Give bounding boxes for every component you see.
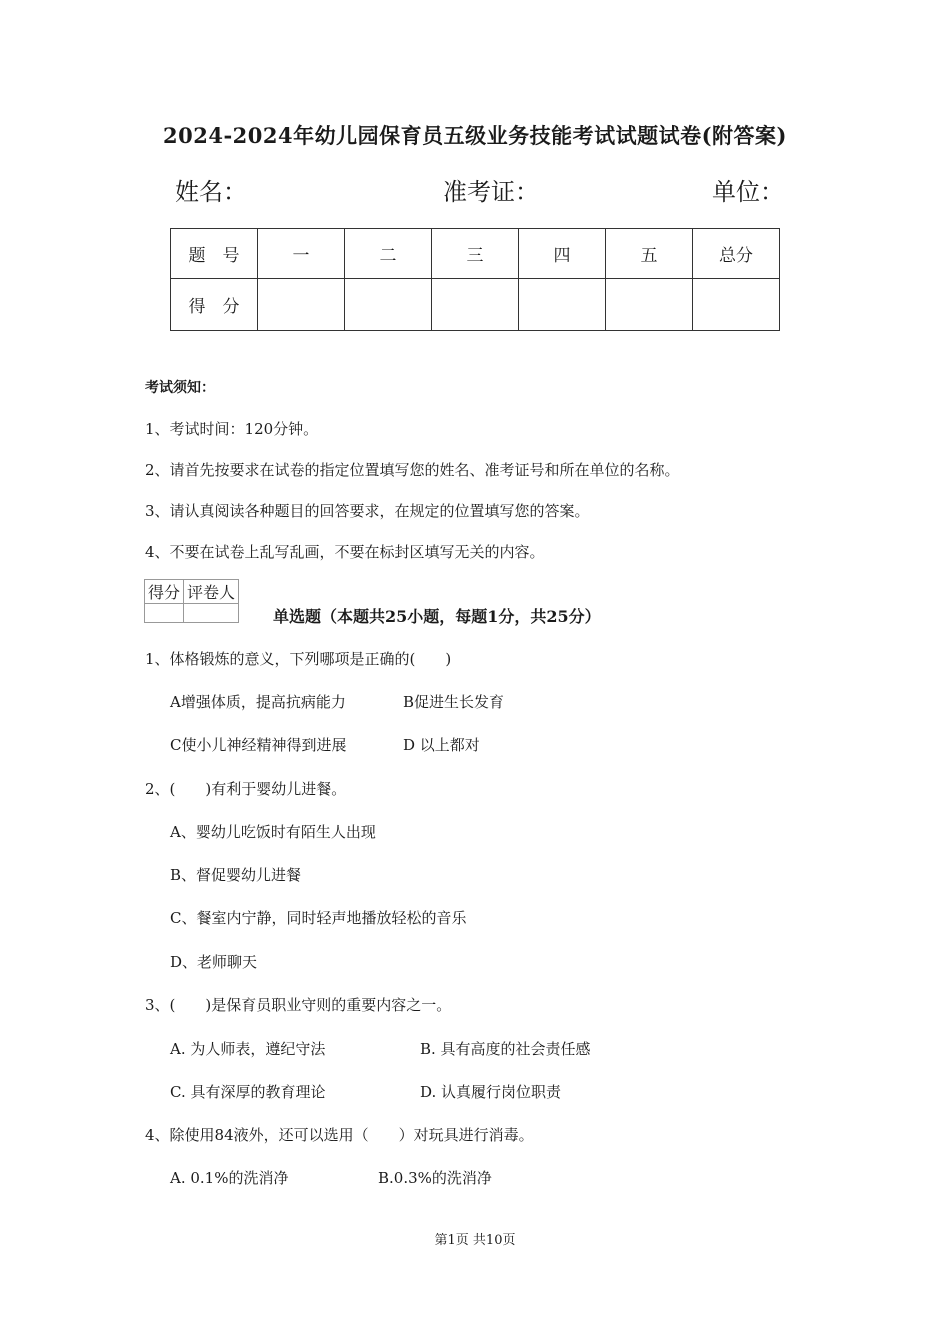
grader-score-cell[interactable] [145, 604, 184, 623]
score-table-header-cell: 一 [258, 229, 345, 279]
notice-item: 4、不要在试卷上乱写乱画，不要在标封区填写无关的内容。 [145, 543, 545, 561]
question-option: B促进生长发育 [403, 693, 505, 711]
score-table-header-cell: 四 [519, 229, 606, 279]
question-option: B. 具有高度的社会责任感 [420, 1040, 591, 1058]
question-option: C、餐室内宁静，同时轻声地播放轻松的音乐 [170, 909, 467, 927]
score-cell[interactable] [432, 279, 519, 331]
score-cell[interactable] [258, 279, 345, 331]
name-label: 姓名： [175, 178, 247, 206]
score-table-header-cell: 二 [345, 229, 432, 279]
score-table-header-row [171, 229, 780, 279]
question-option: D. 认真履行岗位职责 [420, 1083, 562, 1101]
question-option: B.0.3%的洗消净 [378, 1169, 492, 1187]
question-stem: 3、( )是保育员职业守则的重要内容之一。 [145, 996, 452, 1014]
grader-box [144, 579, 239, 623]
page-footer: 第1页 共10页 [434, 1233, 516, 1248]
score-cell[interactable] [606, 279, 693, 331]
question-option: C使小儿神经精神得到进展 [170, 736, 347, 754]
grader-reviewer-label: 评卷人 [184, 580, 239, 604]
page-title: 2024-2024年幼儿园保育员五级业务技能考试试题试卷(附答案) [163, 123, 787, 148]
score-cell[interactable] [693, 279, 780, 331]
question-option: A、婴幼儿吃饭时有陌生人出现 [170, 823, 376, 841]
score-table [170, 228, 780, 331]
score-cell[interactable] [345, 279, 432, 331]
exam-number-label: 准考证： [443, 178, 539, 206]
question-option: B、督促婴幼儿进餐 [170, 866, 302, 884]
score-table-header-cell: 总分 [693, 229, 780, 279]
notice-heading: 考试须知： [145, 380, 215, 396]
question-option: D 以上都对 [403, 736, 480, 754]
notice-item: 1、考试时间：120分钟。 [145, 420, 319, 438]
question-option: A. 为人师表，遵纪守法 [170, 1040, 326, 1058]
score-table-header-cell: 五 [606, 229, 693, 279]
question-option: A. 0.1%的洗消净 [170, 1169, 289, 1187]
score-table-score-row [171, 279, 780, 331]
question-stem: 1、体格锻炼的意义，下列哪项是正确的( ) [145, 650, 452, 668]
score-table-header-cell: 三 [432, 229, 519, 279]
question-stem: 2、( )有利于婴幼儿进餐。 [145, 780, 347, 798]
grader-reviewer-cell[interactable] [184, 604, 239, 623]
notice-item: 3、请认真阅读各种题目的回答要求，在规定的位置填写您的答案。 [145, 502, 590, 520]
notice-item: 2、请首先按要求在试卷的指定位置填写您的姓名、准考证号和所在单位的名称。 [145, 461, 680, 479]
question-option: A增强体质，提高抗病能力 [170, 693, 346, 711]
grader-score-label: 得分 [145, 580, 184, 604]
question-option: D、老师聊天 [170, 953, 258, 971]
question-stem: 4、除使用84液外，还可以选用（ ）对玩具进行消毒。 [145, 1126, 534, 1144]
score-table-header-cell: 题 号 [171, 229, 258, 279]
score-row-label: 得 分 [171, 279, 258, 331]
score-cell[interactable] [519, 279, 606, 331]
unit-label: 单位： [712, 178, 784, 206]
section-title: 单选题（本题共25小题，每题1分，共25分） [273, 607, 601, 626]
question-option: C. 具有深厚的教育理论 [170, 1083, 326, 1101]
